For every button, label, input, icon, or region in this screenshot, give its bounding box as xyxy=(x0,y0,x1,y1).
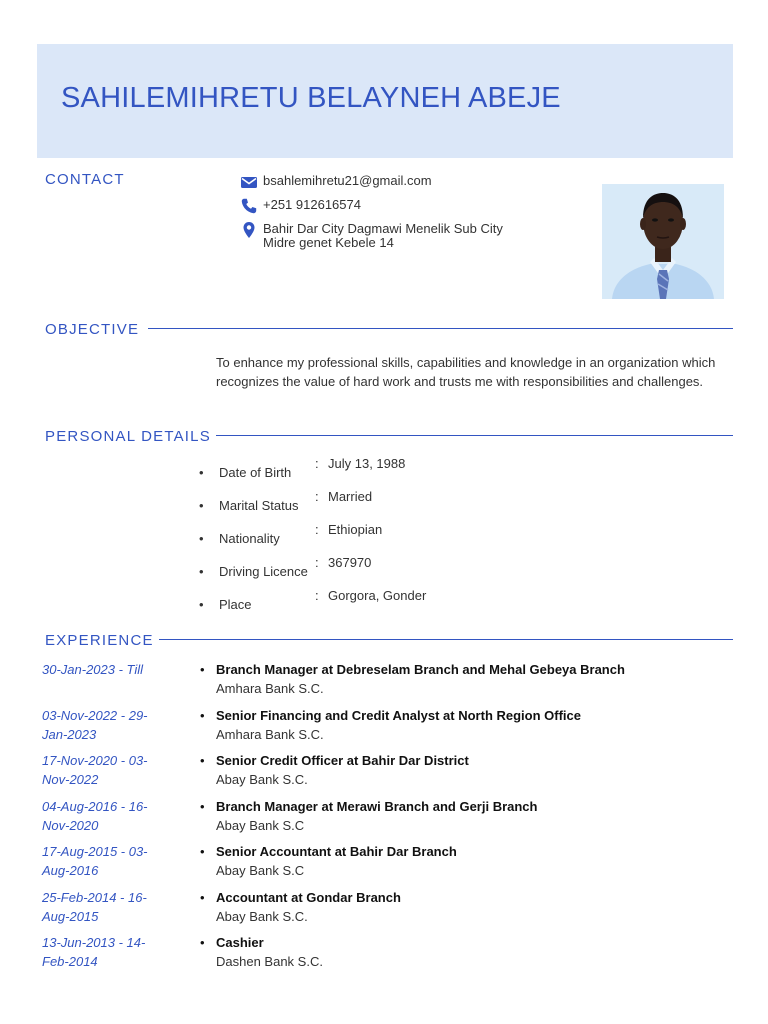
detail-label: Place xyxy=(219,597,252,612)
bullet: • xyxy=(199,531,204,546)
personal-detail-row xyxy=(0,588,768,623)
bullet: • xyxy=(199,465,204,480)
bullet: • xyxy=(199,564,204,579)
experience-item xyxy=(0,842,768,887)
detail-label: Date of Birth xyxy=(219,465,292,480)
header-band xyxy=(37,44,733,158)
experience-org: Amhara Bank S.C. xyxy=(216,727,324,742)
experience-title: Senior Financing and Credit Analyst at North Region Office xyxy=(216,708,581,723)
contact-address-row xyxy=(240,221,503,250)
detail-label: Nationality xyxy=(219,531,280,546)
experience-title: Senior Credit Officer at Bahir Dar District xyxy=(216,753,469,768)
detail-value: 367970 xyxy=(328,555,372,570)
detail-label: Marital Status xyxy=(219,498,299,513)
experience-title: Branch Manager at Merawi Branch and Gerji Branch xyxy=(216,799,538,814)
experience-date: 30-Jan-2023 - Till xyxy=(42,662,144,677)
experience-item xyxy=(0,751,768,796)
experience-heading: EXPERIENCE xyxy=(45,632,154,649)
experience-title: Branch Manager at Debreselam Branch and Mehal Gebeya Branch xyxy=(216,662,625,677)
address-line-2: Midre genet Kebele 14 xyxy=(263,235,394,250)
location-pin-icon xyxy=(240,221,258,239)
address-line-1: Bahir Dar City Dagmawi Menelik Sub City xyxy=(263,221,503,236)
detail-colon: : xyxy=(315,588,319,603)
detail-value: July 13, 1988 xyxy=(328,456,406,471)
detail-colon: : xyxy=(315,555,319,570)
experience-title: Cashier xyxy=(216,935,264,950)
experience-org: Abay Bank S.C. xyxy=(216,772,308,787)
experience-date: 17-Nov-2020 - 03-Nov-2022 xyxy=(42,753,148,787)
bullet: • xyxy=(199,597,204,612)
objective-text: To enhance my professional skills, capabilities and knowledge in an organization which recognizes the value of hard work and trusts me with responsibilities and challenges. xyxy=(216,355,716,389)
bullet: • xyxy=(200,753,205,768)
phone-icon xyxy=(240,197,258,215)
detail-colon: : xyxy=(315,489,319,504)
experience-date: 04-Aug-2016 - 16-Nov-2020 xyxy=(42,799,148,833)
experience-title: Senior Accountant at Bahir Dar Branch xyxy=(216,844,457,859)
experience-item xyxy=(0,797,768,842)
contact-email-row xyxy=(240,173,432,191)
detail-value: Gorgora, Gonder xyxy=(328,588,427,603)
objective-divider xyxy=(148,328,733,329)
profile-photo xyxy=(602,184,724,299)
experience-org: Dashen Bank S.C. xyxy=(216,954,323,969)
personal-detail-row xyxy=(0,555,768,590)
detail-colon: : xyxy=(315,522,319,537)
contact-phone-row xyxy=(240,197,361,215)
personal-detail-row xyxy=(0,522,768,557)
detail-value: Married xyxy=(328,489,373,504)
bullet: • xyxy=(200,662,205,677)
personal-detail-row xyxy=(0,489,768,524)
experience-date: 13-Jun-2013 - 14-Feb-2014 xyxy=(42,935,146,969)
experience-item xyxy=(0,933,768,978)
personal-detail-row xyxy=(0,456,768,491)
personal-details-divider xyxy=(216,435,733,436)
bullet: • xyxy=(200,935,205,950)
envelope-icon xyxy=(240,173,258,191)
experience-org: Abay Bank S.C xyxy=(216,818,305,833)
experience-date: 03-Nov-2022 - 29-Jan-2023 xyxy=(42,708,148,742)
bullet: • xyxy=(199,498,204,513)
experience-item xyxy=(0,888,768,933)
contact-email[interactable]: bsahlemihretu21@gmail.com xyxy=(263,173,432,188)
experience-date: 17-Aug-2015 - 03-Aug-2016 xyxy=(42,844,148,878)
detail-colon: : xyxy=(315,456,319,471)
bullet: • xyxy=(200,844,205,859)
experience-item xyxy=(0,706,768,751)
experience-org: Abay Bank S.C. xyxy=(216,909,308,924)
personal-details-heading: PERSONAL DETAILS xyxy=(45,428,211,445)
experience-item xyxy=(0,660,768,705)
detail-label: Driving Licence xyxy=(219,564,308,579)
candidate-name: SAHILEMIHRETU BELAYNEH ABEJE xyxy=(61,82,561,114)
detail-value: Ethiopian xyxy=(328,522,383,537)
experience-divider xyxy=(159,639,733,640)
experience-title: Accountant at Gondar Branch xyxy=(216,890,401,905)
bullet: • xyxy=(200,890,205,905)
contact-address xyxy=(263,222,503,250)
contact-heading: CONTACT xyxy=(45,171,125,188)
experience-org: Abay Bank S.C xyxy=(216,863,305,878)
bullet: • xyxy=(200,708,205,723)
objective-heading: OBJECTIVE xyxy=(45,321,140,338)
experience-date: 25-Feb-2014 - 16-Aug-2015 xyxy=(42,890,147,924)
bullet: • xyxy=(200,799,205,814)
contact-phone[interactable]: +251 912616574 xyxy=(263,197,361,212)
experience-org: Amhara Bank S.C. xyxy=(216,681,324,696)
